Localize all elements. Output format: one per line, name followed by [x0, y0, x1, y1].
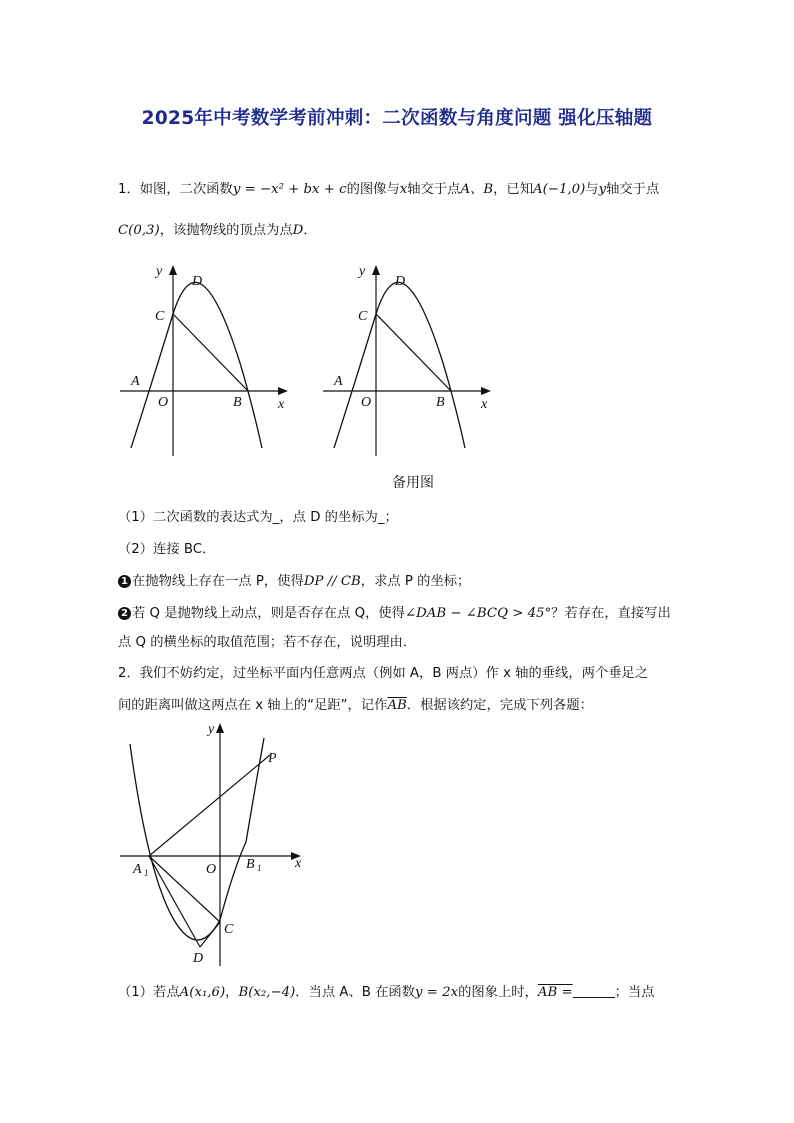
- svg-text:1: 1: [257, 863, 262, 873]
- answer-blank[interactable]: [573, 984, 615, 998]
- q1-sub2-cont: 点 Q 的横坐标的取值范围；若不存在，说明理由．: [118, 635, 417, 650]
- x-axis-label: x: [278, 397, 285, 412]
- q1-figure-spare: [315, 258, 495, 462]
- point-b-label: B: [436, 395, 445, 410]
- q1-figure-main: [112, 258, 292, 462]
- point-d-label: D: [192, 274, 203, 289]
- point-c-label: C: [155, 309, 165, 324]
- point-p-label: P: [268, 751, 277, 766]
- figure-caption: 备用图: [392, 475, 434, 491]
- q1-sub1: 1 在抛物线上存在一点 P，使得DP // CB，求点 P 的坐标；: [118, 572, 470, 592]
- point-d-label: D: [395, 274, 406, 289]
- footdist-symbol: $\overline{AB}$: [387, 698, 407, 713]
- q1-part1: （1）二次函数的表达式为_，点 D 的坐标为_；: [118, 510, 398, 525]
- y-axis-label: y: [359, 264, 366, 279]
- point-c-label: C: [358, 309, 368, 324]
- q2-part1: （1）若点A(x₁,6)，B(x₂,−4)．当点 A、B 在函数y = 2x的图象上时，AB = ；当点: [118, 985, 655, 1000]
- page-title: 2025年中考数学考前冲刺：二次函数与角度问题 强化压轴题: [141, 108, 653, 129]
- q2-line2: 间的距离叫做这两点在 x 轴上的“足距”，记作$\overline{AB}$．根据该约定，完成下列各题：: [118, 698, 593, 713]
- q1-line2: C(0,3)，该抛物线的顶点为点D．: [118, 223, 317, 238]
- q1-line1: 1．如图，二次函数y = −x² + bx + c的图像与x轴交于点A、B，已知A(−1,0)与y轴交于点: [118, 182, 660, 197]
- origin-label: O: [361, 395, 372, 410]
- q1-part2: （2）连接 BC．: [118, 542, 216, 557]
- point-a-label: A: [131, 374, 140, 389]
- origin-label: O: [206, 862, 217, 877]
- x-axis-label: x: [295, 856, 302, 871]
- point-c-label: C: [224, 922, 234, 937]
- circled-number-1: 1: [118, 575, 131, 588]
- q1-formula: y = −x² + bx + c: [232, 182, 347, 197]
- point-a1-label: A: [133, 862, 142, 877]
- point-b1-label: B: [246, 857, 255, 872]
- circled-number-2: 2: [118, 607, 131, 620]
- q1-point-c: C(0,3): [118, 223, 160, 238]
- q1-sub2: 2 若 Q 是抛物线上动点，则是否存在点 Q，使得∠DAB − ∠BCQ > 45°？若存在，直接写出: [118, 604, 671, 624]
- point-d-label: D: [193, 951, 204, 966]
- y-axis-label: y: [156, 264, 163, 279]
- x-axis-label: x: [481, 397, 488, 412]
- q2-line1: 2．我们不妨约定，过坐标平面内任意两点（例如 A，B 两点）作 x 轴的垂线，两个垂足之: [118, 666, 649, 681]
- q1-point-a: A(−1,0): [533, 182, 586, 197]
- q2-figure: [112, 718, 312, 972]
- origin-label: O: [158, 395, 169, 410]
- point-a-label: A: [334, 374, 343, 389]
- y-axis-label: y: [208, 722, 215, 737]
- svg-text:1: 1: [144, 868, 149, 878]
- point-b-label: B: [233, 395, 242, 410]
